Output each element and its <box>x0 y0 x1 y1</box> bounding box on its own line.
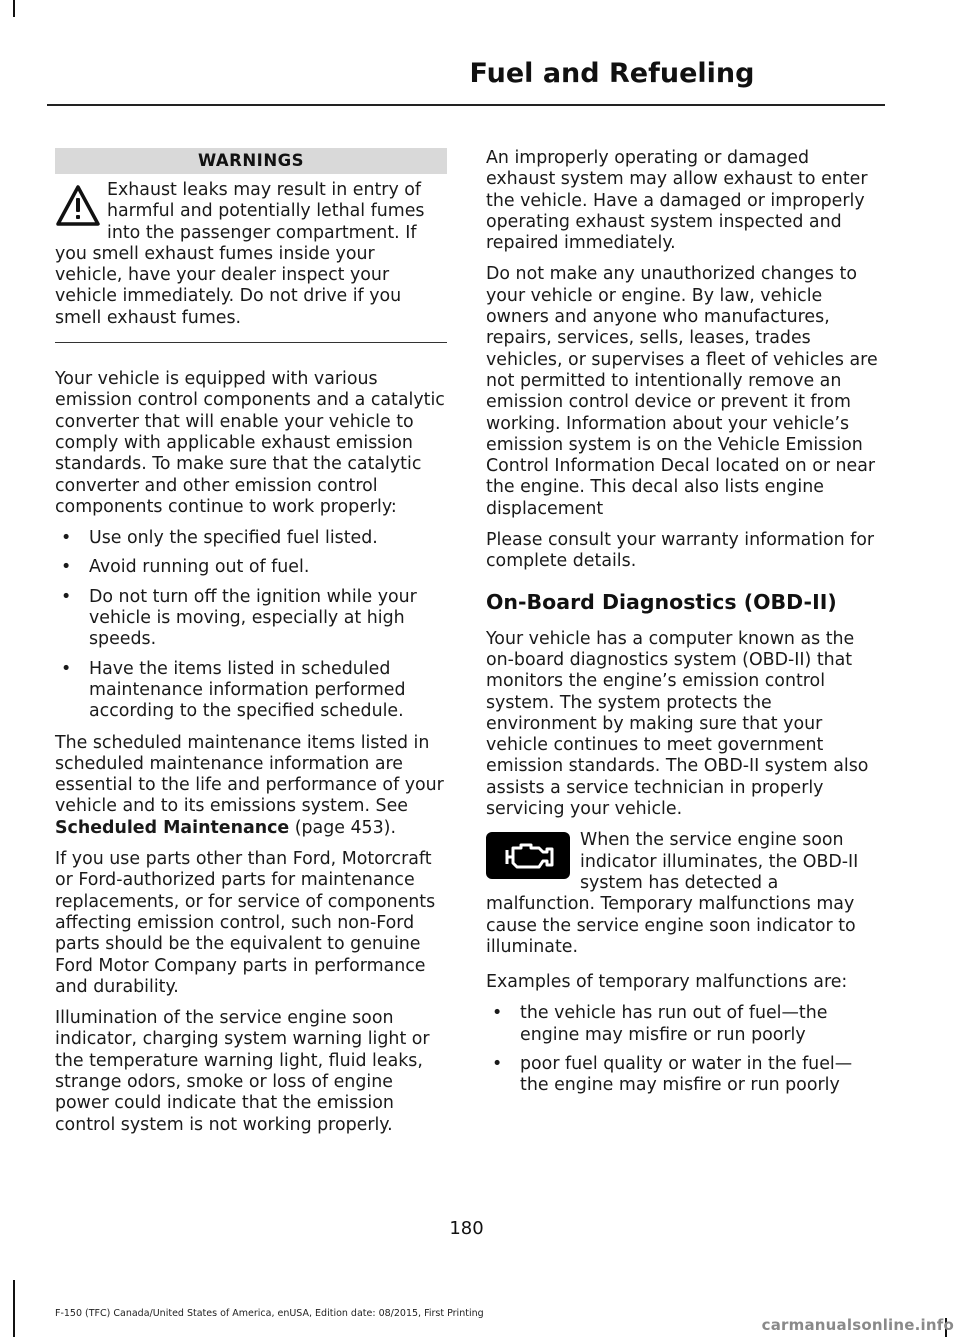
bullet-icon: • <box>61 528 72 549</box>
bullet-icon: • <box>61 557 72 578</box>
bullet-icon: • <box>61 658 72 679</box>
obd-description-paragraph: Your vehicle has a computer known as the on-board diagnostics system (OBD-II) that monitors the engine’s emission control system. The system protects the environment by making sure that your vehicle continues to meet government emission standards. The OBD-II system also assists a service technician in properly servicing your vehicle. <box>486 628 869 820</box>
warning-text: Exhaust leaks may result in entry of harmful and potentially lethal fumes into the passenger compartment. If you smell exhaust fumes inside your vehicle, have your dealer inspect your vehicle immediately. Do not drive if you smell exhaust fumes. <box>55 180 425 328</box>
list-item-text: Have the items listed in scheduled maintenance information performed according to the specified schedule. <box>89 658 406 722</box>
list-item-text: poor fuel quality or water in the fuel—the engine may misfire or run poorly <box>520 1053 853 1096</box>
list-item <box>55 659 447 723</box>
illumination-paragraph: Illumination of the service engine soon indicator, charging system warning light or the temperature warning light, fluid leaks, strange odors, smoke or loss of engine power could indicate that the emission control system is not working properly. <box>55 1008 430 1135</box>
header-rule <box>47 104 885 106</box>
list-item <box>55 587 447 651</box>
emission-care-list <box>55 528 447 722</box>
page-reference: (page 453). <box>289 817 396 838</box>
list-item-text: Use only the specified fuel listed. <box>89 528 378 549</box>
warnings-heading: WARNINGS <box>55 148 447 174</box>
exhaust-system-paragraph: An improperly operating or damaged exhaust system may allow exhaust to enter the vehicle. Have a damaged or improperly operating exhaust system inspected and repaired immediately. <box>486 148 868 254</box>
right-column <box>486 148 880 1107</box>
bullet-icon: • <box>492 1053 503 1074</box>
service-engine-soon-icon <box>486 832 570 879</box>
bullet-icon: • <box>492 1003 503 1024</box>
page-number: 180 <box>449 1218 484 1239</box>
warning-box <box>55 174 447 343</box>
obd-section-heading: On-Board Diagnostics (OBD-II) <box>486 589 837 614</box>
watermark: carmanualsonline.info <box>761 1316 954 1334</box>
temporary-malfunctions-list <box>486 1003 880 1096</box>
list-item <box>55 557 447 578</box>
paragraph-text: When the service engine soon indicator illuminates, the OBD-II system has detected a malfunction. Temporary malfunctions may cause the service engine soon indicator to illuminate. <box>486 830 859 957</box>
list-item <box>55 528 447 549</box>
list-item-text: Do not turn off the ignition while your vehicle is moving, especially at high speeds. <box>89 586 417 650</box>
crop-mark-bottom-left <box>13 1280 15 1337</box>
list-item-text: Avoid running out of fuel. <box>89 557 310 578</box>
bullet-icon: • <box>61 586 72 607</box>
warning-triangle-icon <box>55 184 101 228</box>
list-item <box>486 1003 880 1046</box>
temporary-malfunctions-intro: Examples of temporary malfunctions are: <box>486 972 848 993</box>
list-item-text: the vehicle has run out of fuel—the engine may misfire or run poorly <box>520 1003 828 1045</box>
edition-footer: F-150 (TFC) Canada/United States of America, enUSA, Edition date: 08/2015, First Printing <box>55 1308 484 1319</box>
page-title: Fuel and Refueling <box>469 58 755 89</box>
scheduled-maintenance-paragraph <box>55 733 447 839</box>
scheduled-maintenance-link[interactable]: Scheduled Maintenance <box>55 817 290 838</box>
left-column <box>55 148 447 1146</box>
paragraph-text: The scheduled maintenance items listed in scheduled maintenance information are essential to the life and performance of your vehicle and to its emissions system. See <box>55 732 444 817</box>
unauthorized-changes-paragraph: Do not make any unauthorized changes to your vehicle or engine. By law, vehicle owners and anyone who manufactures, repairs, services, sells, leases, trades vehicles, or supervises a fleet of vehicles are not permitted to intentionally remove an emission control device or prevent it from working. Information about your vehicle’s emission system is on the Vehicle Emission Control Information Decal located on or near the engine. This decal also lists engine displacement <box>486 264 878 519</box>
service-engine-paragraph <box>486 830 880 958</box>
list-item <box>486 1054 880 1097</box>
warranty-paragraph: Please consult your warranty information for complete details. <box>486 530 875 572</box>
non-ford-parts-paragraph: If you use parts other than Ford, Motorcraft or Ford-authorized parts for maintenance replacements, or for service of components affecting emission control, such non-Ford parts should be the equivalent to genuine Ford Motor Company parts in performance and durability. <box>55 849 436 997</box>
emission-intro-paragraph: Your vehicle is equipped with various emission control components and a catalytic converter that will enable your vehicle to comply with applicable exhaust emission standards. To make sure that the catalytic converter and other emission control components continue to work properly: <box>55 369 445 517</box>
crop-mark-top-left <box>13 0 15 17</box>
